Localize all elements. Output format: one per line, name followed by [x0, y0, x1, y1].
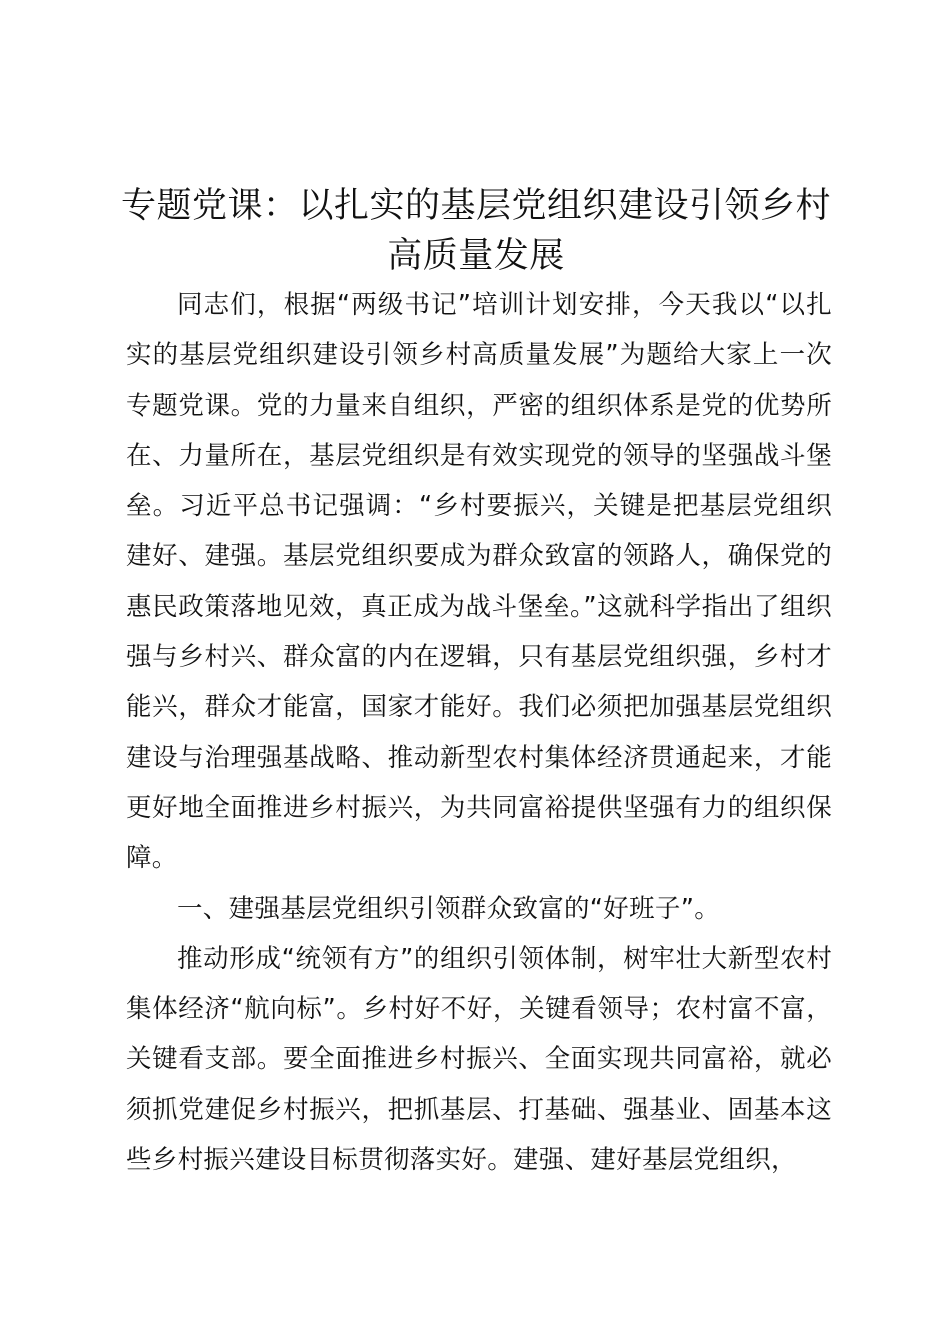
paragraph-section-1: 推动形成“统领有方”的组织引领体制，树牢壮大新型农村集体经济“航向标”。乡村好不好，关键看领导；农村富不富，关键看支部。要全面推进乡村振兴、全面实现共同富裕，就必须抓党建促乡村振兴，把抓基层、打基础、强基业、固基本这些乡村振兴建设目标贯彻落实好。建强、建好基层党组织， — [126, 943, 832, 1176]
paragraph-intro: 同志们，根据“两级书记”培训计划安排，今天我以“以扎实的基层党组织建设引领乡村高质量发展”为题给大家上一次专题党课。党的力量来自组织，严密的组织体系是党的优势所在、力量所在，基层党组织是有效实现党的领导的坚强战斗堡垒。习近平总书记强调：“乡村要振兴，关键是把基层党组织建好、建强。基层党组织要成为群众致富的领路人，确保党的惠民政策落地见效，真正成为战斗堡垒。”这就科学指出了组织强与乡村兴、群众富的内在逻辑，只有基层党组织强，乡村才能兴，群众才能富，国家才能好。我们必须把加强基层党组织建设与治理强基战略、推动新型农村集体经济贯通起来，才能更好地全面推进乡村振兴，为共同富裕提供坚强有力的组织保障。 — [126, 290, 832, 874]
document-title-line-1: 专题党课：以扎实的基层党组织建设引领乡村 — [120, 186, 831, 226]
section-heading-1: 一、建强基层党组织引领群众致富的“好班子”。 — [177, 893, 721, 924]
document-title-line-2: 高质量发展 — [387, 236, 565, 276]
document-body — [126, 280, 832, 1185]
